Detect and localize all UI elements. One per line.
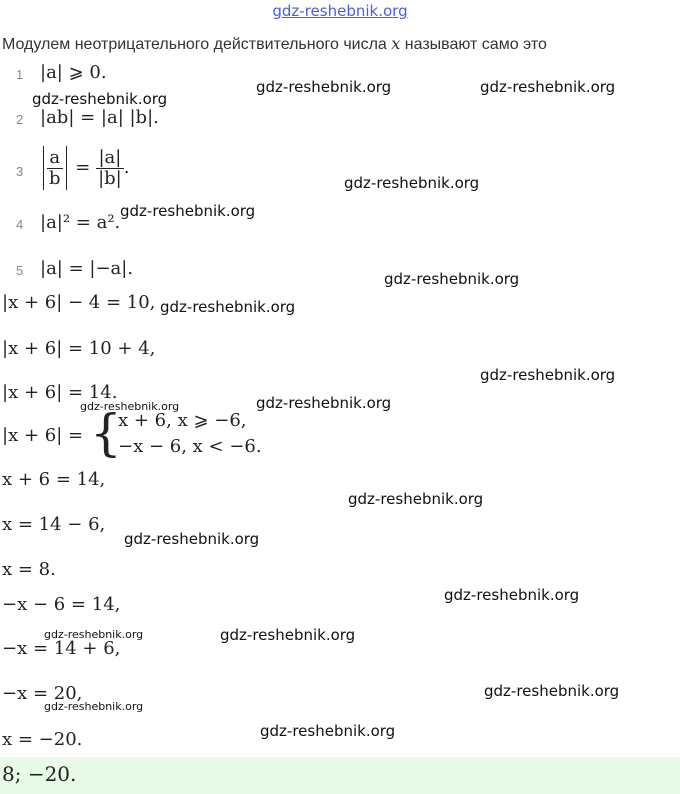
solution-line-6: x = 14 − 6, (2, 514, 106, 535)
system-case-1: x + 6, x ⩾ −6, (118, 410, 247, 431)
watermark: gdz-reshebnik.org (256, 78, 392, 96)
watermark: gdz-reshebnik.org (220, 626, 356, 644)
solution-line-3: |x + 6| = 14. (2, 382, 118, 403)
property-formula-1: |a| ⩾ 0. (40, 62, 107, 83)
property-number-2: 2 (16, 112, 24, 127)
system-case-2: −x − 6, x < −6. (118, 436, 262, 457)
watermark: gdz-reshebnik.org (80, 400, 180, 413)
property-formula-4: |a|² = a². (40, 212, 121, 233)
watermark: gdz-reshebnik.org (480, 78, 616, 96)
abs-bar-right (66, 146, 67, 190)
watermark: gdz-reshebnik.org (260, 722, 396, 740)
watermark: gdz-reshebnik.org (256, 394, 392, 412)
answer-band (0, 757, 680, 794)
site-link[interactable]: gdz-reshebnik.org (272, 2, 408, 20)
watermark: gdz-reshebnik.org (124, 530, 260, 548)
intro-suffix: называют само это (404, 36, 547, 53)
solution-line-2: |x + 6| = 10 + 4, (2, 338, 156, 359)
property-number-4: 4 (16, 217, 24, 232)
property-formula-2: |ab| = |a| |b|. (40, 107, 159, 128)
watermark: gdz-reshebnik.org (44, 628, 144, 641)
watermark: gdz-reshebnik.org (444, 586, 580, 604)
watermark: gdz-reshebnik.org (384, 270, 520, 288)
watermark: gdz-reshebnik.org (348, 490, 484, 508)
property-formula-5: |a| = |−a|. (40, 258, 134, 279)
solution-line-7: x = 8. (2, 559, 56, 580)
watermark: gdz-reshebnik.org (120, 202, 256, 220)
intro-text (2, 34, 547, 54)
watermark: gdz-reshebnik.org (160, 298, 296, 316)
fraction-lhs: $\frac{a}{b}$ (49, 146, 61, 189)
solution-line-8: −x − 6 = 14, (2, 594, 121, 615)
watermark: gdz-reshebnik.org (484, 682, 620, 700)
watermark: gdz-reshebnik.org (32, 90, 168, 108)
system-lhs: |x + 6| = (2, 425, 84, 446)
solution-line-11: x = −20. (2, 729, 83, 750)
property-formula-3: $\frac{a}{b}$ = $\frac{|a|}{|b|}$ . (40, 146, 129, 190)
intro-main: Модулем неотрицательного действительного числа (2, 36, 387, 53)
solution-line-5: x + 6 = 14, (2, 469, 106, 490)
property-number-3: 3 (16, 164, 24, 179)
property-number-1: 1 (16, 67, 24, 82)
answer: 8; −20. (2, 762, 77, 786)
equals-sign: = (75, 157, 91, 178)
abs-bar-left (43, 146, 44, 190)
watermark: gdz-reshebnik.org (44, 700, 144, 713)
solution-line-10: −x = 20, (2, 683, 83, 704)
watermark: gdz-reshebnik.org (480, 366, 616, 384)
solution-line-9: −x = 14 + 6, (2, 638, 121, 659)
fraction-rhs: $\frac{|a|}{|b|}$ (98, 146, 122, 189)
property-number-5: 5 (16, 263, 24, 278)
intro-variable: x (391, 34, 401, 53)
watermark: gdz-reshebnik.org (344, 174, 480, 192)
solution-line-1: |x + 6| − 4 = 10, (2, 292, 156, 313)
system-brace: { (90, 404, 122, 462)
